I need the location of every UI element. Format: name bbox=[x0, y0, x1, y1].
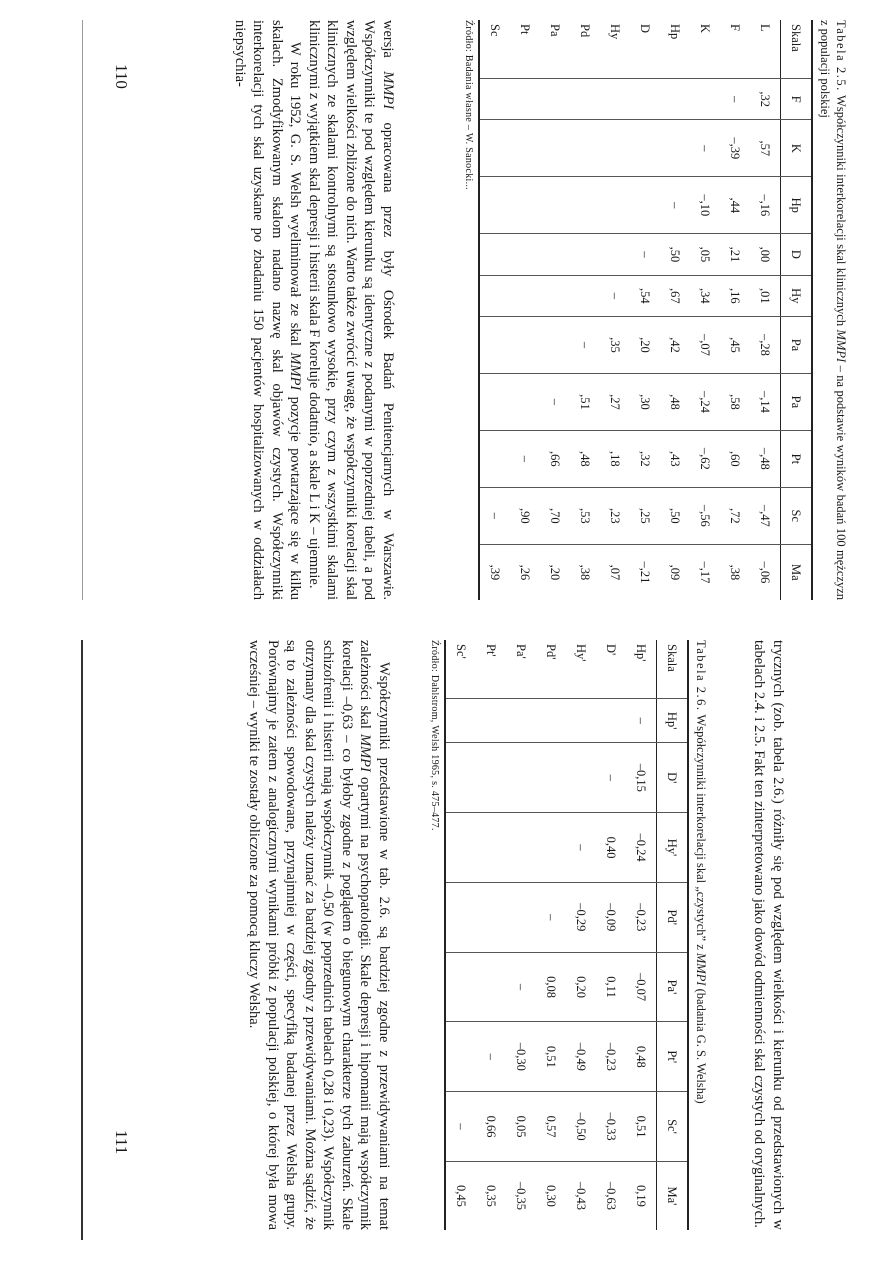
table-cell: ,43 bbox=[660, 430, 690, 487]
table-cell: –0,23 bbox=[596, 1022, 626, 1092]
column-header: Pa' bbox=[657, 952, 689, 1022]
table-cell bbox=[506, 699, 536, 743]
column-header: Hp' bbox=[657, 699, 689, 743]
table-body bbox=[445, 640, 657, 1230]
table-cell: ,21 bbox=[720, 234, 750, 275]
table-cell bbox=[510, 373, 540, 430]
table-cell bbox=[540, 317, 570, 374]
table-cell bbox=[476, 952, 506, 1022]
page-number-left: 110 bbox=[112, 64, 131, 89]
table-cell: ,54 bbox=[630, 275, 660, 316]
table-2-5-block bbox=[463, 20, 849, 600]
table-2-5-source: Źródło: Badania własne – W. Sanocki... bbox=[463, 20, 474, 190]
table-cell bbox=[540, 79, 570, 120]
row-label: K bbox=[698, 24, 713, 34]
column-header: Ma bbox=[781, 544, 813, 600]
table-cell bbox=[479, 430, 510, 487]
row-label: Hp bbox=[668, 24, 683, 40]
table-2-6-caption: Tabela 2.6. Współczynniki interkorelacji skal „czystych” z MMPI (badania G. S. Welsha) bbox=[694, 640, 708, 1104]
table-cell: –,28 bbox=[750, 317, 781, 374]
table-cell: ,72 bbox=[720, 487, 750, 544]
table-cell: ,34 bbox=[690, 275, 720, 316]
table-cell: –,62 bbox=[690, 430, 720, 487]
table-cell: –0,07 bbox=[626, 952, 657, 1022]
table-cell: ,35 bbox=[600, 317, 630, 374]
column-header: Pt bbox=[781, 430, 813, 487]
table-cell: ,32 bbox=[630, 430, 660, 487]
table-cell bbox=[476, 699, 506, 743]
table-row bbox=[596, 640, 626, 1230]
column-header: Skala bbox=[665, 644, 680, 672]
table-cell: –0,43 bbox=[566, 1161, 596, 1230]
right-paragraph-2: Współczynniki przedstawione w tab. 2.6. są bardziej zgodne z przewidywaniami na temat zależności skal MMPI opartymi na psychopatologii. Skale depresji i hipomanii mają współczynnik korelacji –0,63 – co byłoby zgodne z poglądem o biegunowym charakterze tych zaburzeń. Skale schizofrenii i histerii mają współczynnik –0,50 (w poprzednich tabelach 0,28 i 0,23). Współczynnik otrzymany dla skal czystych należy uznać za bardziej zgodny z przewidywaniami. Można sądzić, że są to zależności spowodowane, przynajmniej w części, specyfiką badanej przez Welsha grupy. Porównajmy je zatem z analogicznymi wynikami próbki z populacji polskiej, o której była mowa wcześniej – wyniki te zostały obliczone za pomocą kluczy Welsha. bbox=[246, 640, 392, 1230]
table-cell: –0,33 bbox=[596, 1092, 626, 1162]
table-cell: –,07 bbox=[690, 317, 720, 374]
table-cell: 0,51 bbox=[626, 1092, 657, 1162]
table-header-row bbox=[657, 640, 689, 1230]
table-cell: 0,05 bbox=[506, 1092, 536, 1162]
table-cell bbox=[536, 813, 566, 883]
table-row bbox=[566, 640, 596, 1230]
table-cell: ,27 bbox=[600, 373, 630, 430]
table-cell: ,57 bbox=[750, 120, 781, 177]
table-cell: –,24 bbox=[690, 373, 720, 430]
row-label: Pa' bbox=[514, 644, 529, 659]
table-cell: –0,09 bbox=[596, 882, 626, 952]
table-cell: ,01 bbox=[750, 275, 781, 316]
column-header: K bbox=[781, 120, 813, 177]
row-label: L bbox=[758, 24, 773, 32]
table-cell: –,21 bbox=[630, 544, 660, 600]
column-header: Pa bbox=[781, 317, 813, 374]
table-cell: ,66 bbox=[540, 430, 570, 487]
table-row bbox=[600, 20, 630, 600]
table-cell bbox=[536, 743, 566, 813]
table-cell bbox=[506, 882, 536, 952]
table-cell: –0,49 bbox=[566, 1022, 596, 1092]
table-cell bbox=[510, 317, 540, 374]
table-cell bbox=[540, 275, 570, 316]
table-cell: –,14 bbox=[750, 373, 781, 430]
row-label: Sc' bbox=[454, 644, 469, 659]
column-header: Pt' bbox=[657, 1022, 689, 1092]
row-label: Pt bbox=[518, 24, 533, 35]
table-cell bbox=[510, 120, 540, 177]
table-cell: –0,24 bbox=[626, 813, 657, 883]
table-cell bbox=[476, 882, 506, 952]
row-label: F bbox=[728, 24, 743, 31]
page-number-right: 111 bbox=[112, 1130, 131, 1155]
table-cell: 0,48 bbox=[626, 1022, 657, 1092]
table-cell: –,47 bbox=[750, 487, 781, 544]
table-cell: – bbox=[476, 1022, 506, 1092]
table-cell: –,16 bbox=[750, 177, 781, 234]
table-cell: – bbox=[720, 79, 750, 120]
table-cell bbox=[479, 317, 510, 374]
table-cell bbox=[600, 79, 630, 120]
table-row bbox=[626, 640, 657, 1230]
left-paragraph-2: W roku 1952, G. S. Welsh wyeliminował ze skal MMPI pozycje powtarzające się w kilku skalach. Zmodyfikowanym skalom nadano nazwę skal objawów czystych. Współczynniki interkorelacji tych skal uzyskane po zbadaniu 150 pacjentów hospitalizowanych w oddziałach niepsychia- bbox=[232, 20, 304, 600]
table-row bbox=[445, 640, 476, 1230]
table-cell bbox=[600, 177, 630, 234]
right-page bbox=[0, 630, 893, 1263]
table-cell: –0,29 bbox=[566, 882, 596, 952]
table-cell bbox=[570, 234, 600, 275]
table-cell: 0,35 bbox=[476, 1161, 506, 1230]
table-cell: ,67 bbox=[660, 275, 690, 316]
table-cell bbox=[570, 79, 600, 120]
table-cell bbox=[540, 120, 570, 177]
table-cell bbox=[445, 699, 476, 743]
table-cell: 0,19 bbox=[626, 1161, 657, 1230]
table-row bbox=[630, 20, 660, 600]
table-cell bbox=[630, 79, 660, 120]
row-label: D bbox=[638, 24, 653, 34]
row-label: Pd' bbox=[544, 644, 559, 660]
table-cell bbox=[445, 1022, 476, 1092]
table-cell bbox=[600, 234, 630, 275]
table-cell: 0,51 bbox=[536, 1022, 566, 1092]
table-cell bbox=[479, 120, 510, 177]
row-label: Hy' bbox=[574, 644, 589, 662]
table-row bbox=[536, 640, 566, 1230]
table-cell: 0,11 bbox=[596, 952, 626, 1022]
table-cell: ,53 bbox=[570, 487, 600, 544]
table-cell: ,23 bbox=[600, 487, 630, 544]
row-label: Pt' bbox=[484, 644, 499, 657]
table-cell: 0,45 bbox=[445, 1161, 476, 1230]
table-cell: ,50 bbox=[660, 234, 690, 275]
table-cell: –0,35 bbox=[506, 1161, 536, 1230]
row-label: Sc bbox=[488, 24, 503, 37]
column-header: Hy' bbox=[657, 813, 689, 883]
table-cell: ,30 bbox=[630, 373, 660, 430]
table-cell: ,20 bbox=[630, 317, 660, 374]
table-cell bbox=[479, 177, 510, 234]
table-cell: – bbox=[566, 813, 596, 883]
table-cell: –,17 bbox=[690, 544, 720, 600]
table-cell: ,45 bbox=[720, 317, 750, 374]
table-cell: 0,57 bbox=[536, 1092, 566, 1162]
table-cell: – bbox=[536, 882, 566, 952]
right-paragraph-top: trycznych (zob. tabela 2.6.) różniły się pod względem wielkości i kierunku od przedstawionych w tabelach 2.4. i 2.5. Fakt ten zinterpretowano jako dowód odmienności skal czystych od oryginalnych. bbox=[751, 640, 786, 1230]
row-label: D' bbox=[604, 644, 619, 656]
table-cell: ,20 bbox=[540, 544, 570, 600]
table-cell: –,06 bbox=[750, 544, 781, 600]
table-cell bbox=[479, 373, 510, 430]
row-label: Hp' bbox=[634, 644, 649, 662]
table-cell: 0,20 bbox=[566, 952, 596, 1022]
table-2-5 bbox=[478, 20, 813, 600]
table-cell: –0,63 bbox=[596, 1161, 626, 1230]
table-cell bbox=[445, 813, 476, 883]
table-cell: –0,50 bbox=[566, 1092, 596, 1162]
table-row bbox=[476, 640, 506, 1230]
column-header: Hy bbox=[781, 275, 813, 316]
table-cell bbox=[630, 120, 660, 177]
table-row bbox=[750, 20, 781, 600]
table-cell: 0,08 bbox=[536, 952, 566, 1022]
table-cell bbox=[570, 177, 600, 234]
column-header: Skala bbox=[789, 24, 804, 52]
table-cell bbox=[445, 952, 476, 1022]
table-cell: 0,30 bbox=[536, 1161, 566, 1230]
table-cell: – bbox=[630, 234, 660, 275]
table-cell: – bbox=[540, 373, 570, 430]
table-2-5-caption: Tabela 2.5. Współczynniki interkorelacji skal klinicznych MMPI – na podstawie wyników badań 100 mężczyzn z populacji polskiej bbox=[818, 20, 848, 601]
table-cell bbox=[476, 743, 506, 813]
table-cell: – bbox=[660, 177, 690, 234]
table-2-6 bbox=[444, 640, 689, 1230]
table-cell: ,44 bbox=[720, 177, 750, 234]
table-cell bbox=[660, 79, 690, 120]
table-cell: ,58 bbox=[720, 373, 750, 430]
table-row bbox=[690, 20, 720, 600]
table-cell: ,07 bbox=[600, 544, 630, 600]
column-header: Sc bbox=[781, 487, 813, 544]
table-cell: ,39 bbox=[479, 544, 510, 600]
table-cell: ,38 bbox=[570, 544, 600, 600]
table-cell: 0,66 bbox=[476, 1092, 506, 1162]
table-cell: –0,30 bbox=[506, 1022, 536, 1092]
table-cell: ,16 bbox=[720, 275, 750, 316]
table-2-6-source: Źródło: Dahlstrom, Welsh 1965, s. 475–477. bbox=[429, 640, 440, 831]
table-cell: –,56 bbox=[690, 487, 720, 544]
table-cell bbox=[540, 234, 570, 275]
table-cell bbox=[510, 79, 540, 120]
table-cell bbox=[660, 120, 690, 177]
table-cell bbox=[566, 743, 596, 813]
table-header-row bbox=[781, 20, 813, 600]
table-cell bbox=[510, 234, 540, 275]
table-cell bbox=[506, 813, 536, 883]
table-cell bbox=[445, 743, 476, 813]
table-cell bbox=[570, 275, 600, 316]
column-header: F bbox=[781, 79, 813, 120]
table-row bbox=[510, 20, 540, 600]
table-cell: – bbox=[600, 275, 630, 316]
table-cell: ,48 bbox=[570, 430, 600, 487]
table-cell: – bbox=[596, 743, 626, 813]
left-page-bottom-rule bbox=[82, 20, 83, 600]
table-cell: – bbox=[506, 952, 536, 1022]
table-cell: ,09 bbox=[660, 544, 690, 600]
table-cell bbox=[510, 275, 540, 316]
table-cell: –0,15 bbox=[626, 743, 657, 813]
row-label: Pd bbox=[578, 24, 593, 38]
table-cell: ,00 bbox=[750, 234, 781, 275]
column-header: Sc' bbox=[657, 1092, 689, 1162]
right-page-bottom-rule bbox=[81, 640, 83, 1240]
table-cell bbox=[479, 275, 510, 316]
table-cell: ,70 bbox=[540, 487, 570, 544]
left-paragraph-1: wersja MMPI opracowana przez były Ośrodek Badań Penitencjarnych w Warszawie. Współczynniki te pod względem kierunku są identyczne z podanymi w poprzedniej tabeli, a pod względem wielkości zbliżone do nich. Warto także zwrócić uwagę, że współczynniki korelacji skal klinicznych ze skalami kontrolnymi są stosunkowo wysokie, przy czym z wszystkimi skalami klinicznymi z wyjątkiem skal depresji i histerii skala F koreluje dodatnio, a skale L i K – ujemnie. bbox=[306, 20, 396, 601]
table-row bbox=[570, 20, 600, 600]
table-cell bbox=[479, 234, 510, 275]
table-cell: ,42 bbox=[660, 317, 690, 374]
table-cell: ,05 bbox=[690, 234, 720, 275]
table-cell bbox=[596, 699, 626, 743]
table-cell: –,39 bbox=[720, 120, 750, 177]
table-cell: –,48 bbox=[750, 430, 781, 487]
table-cell: ,38 bbox=[720, 544, 750, 600]
table-cell bbox=[445, 882, 476, 952]
table-cell: – bbox=[570, 317, 600, 374]
table-cell bbox=[510, 177, 540, 234]
table-cell: – bbox=[690, 120, 720, 177]
column-header: Hp bbox=[781, 177, 813, 234]
row-label: Hy bbox=[608, 24, 623, 40]
table-cell: – bbox=[479, 487, 510, 544]
table-cell bbox=[536, 699, 566, 743]
table-row bbox=[660, 20, 690, 600]
table-cell bbox=[570, 120, 600, 177]
table-cell: – bbox=[626, 699, 657, 743]
table-cell bbox=[479, 79, 510, 120]
table-cell: 0,40 bbox=[596, 813, 626, 883]
column-header: Pd' bbox=[657, 882, 689, 952]
table-cell: ,18 bbox=[600, 430, 630, 487]
table-2-6-block bbox=[429, 640, 709, 1230]
table-cell: ,26 bbox=[510, 544, 540, 600]
column-header: D bbox=[781, 234, 813, 275]
left-page bbox=[0, 0, 893, 620]
table-cell bbox=[630, 177, 660, 234]
table-row bbox=[479, 20, 510, 600]
table-cell bbox=[600, 120, 630, 177]
table-row bbox=[720, 20, 750, 600]
table-cell: –0,23 bbox=[626, 882, 657, 952]
table-cell: – bbox=[445, 1092, 476, 1162]
table-cell bbox=[476, 813, 506, 883]
table-row bbox=[506, 640, 536, 1230]
table-cell: ,48 bbox=[660, 373, 690, 430]
table-cell bbox=[690, 79, 720, 120]
table-cell: ,50 bbox=[660, 487, 690, 544]
table-cell bbox=[506, 743, 536, 813]
row-label: Pa bbox=[548, 24, 563, 37]
table-row bbox=[540, 20, 570, 600]
table-cell: ,90 bbox=[510, 487, 540, 544]
table-cell: ,51 bbox=[570, 373, 600, 430]
column-header: D' bbox=[657, 743, 689, 813]
table-cell: –,10 bbox=[690, 177, 720, 234]
column-header: Ma' bbox=[657, 1161, 689, 1230]
table-body bbox=[479, 20, 781, 600]
table-cell bbox=[566, 699, 596, 743]
table-cell: – bbox=[510, 430, 540, 487]
column-header: Pa bbox=[781, 373, 813, 430]
table-cell: ,32 bbox=[750, 79, 781, 120]
table-cell bbox=[540, 177, 570, 234]
table-cell: ,25 bbox=[630, 487, 660, 544]
left-body-text bbox=[231, 20, 398, 600]
table-cell: ,60 bbox=[720, 430, 750, 487]
